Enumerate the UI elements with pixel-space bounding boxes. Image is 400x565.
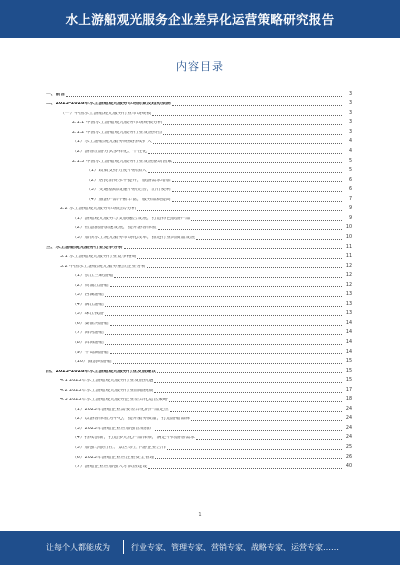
toc-entry-text: （3）2023年游船企业应加强营销推广 (72, 426, 155, 431)
toc-leader-dots (167, 449, 342, 450)
toc-entry-page: 3 (348, 101, 352, 107)
toc-entry-page: 9 (348, 206, 352, 212)
toc-entry-text: 四、2023-2028年水上游船观光服务行业发展建议 (46, 369, 157, 374)
toc-entry-text: （2）游客出游方式多样化、个性化 (72, 150, 148, 155)
footer-slogan: 让每个人都能成为 (46, 543, 110, 552)
footer-banner (0, 531, 400, 565)
toc-entry-page: 3 (348, 91, 352, 97)
toc-entry-text: 3.2 中国水上游船观光服务重点企业分析 (60, 264, 146, 269)
toc-entry-page: 12 (345, 282, 352, 288)
toc-entry-page: 9 (348, 215, 352, 221)
toc-leader-dots (172, 105, 342, 106)
toc-entry-page: 24 (345, 406, 352, 412)
toc-entry-text: （5）加强与旅行社、景区等上下游企业合作 (72, 445, 167, 450)
toc-entry-page: 7 (348, 196, 352, 202)
toc-entry-page: 3 (348, 110, 352, 116)
toc-entry[interactable] (46, 117, 352, 127)
toc-leader-dots (154, 382, 342, 383)
toc-entry-text: 2.2 水上游船观光服务市场趋势分析 (60, 207, 137, 212)
toc-entry-text: （10）鼓浪屿游船 (72, 360, 112, 365)
toc-entry-text: 2.1.1 中国水上游船观光服务市场规模分析 (72, 121, 163, 126)
toc-entry-page: 24 (345, 425, 352, 431)
toc-leader-dots (114, 277, 342, 278)
toc-entry[interactable] (46, 88, 352, 98)
toc-entry-text: （6）秦淮河游船 (72, 321, 109, 326)
toc-entry-text: （3）交通基础设施不断完善，出行便利 (86, 188, 171, 193)
toc-entry[interactable] (46, 174, 352, 184)
toc-entry[interactable] (46, 384, 352, 394)
toc-leader-dots (191, 420, 342, 421)
page-number: 1 (198, 512, 202, 518)
toc-entry-page: 5 (348, 168, 352, 174)
toc-entry-text: 二、2023-2028年水上游船观光服务市场前景及趋势预测 (46, 102, 171, 107)
toc-entry-text: （1）游船观光服务与文旅融合发展，打造特色旅游产品 (72, 216, 191, 221)
toc-leader-dots (113, 363, 342, 364)
toc-entry-page: 15 (345, 368, 352, 374)
toc-leader-dots (153, 143, 342, 144)
toc-entry[interactable] (46, 260, 352, 270)
toc-leader-dots (137, 258, 342, 259)
header-banner (0, 0, 400, 38)
toc-leader-dots (163, 124, 342, 125)
toc-entry[interactable] (46, 222, 352, 232)
toc-leader-dots (172, 191, 342, 192)
toc-leader-dots (152, 115, 342, 116)
toc-entry[interactable] (46, 327, 352, 337)
toc-entry-page: 13 (345, 311, 352, 317)
toc-entry-page: 13 (345, 301, 352, 307)
toc-entry-text: （4）持续创新，打造多元化产品体系，满足不同游客需求 (72, 436, 195, 441)
toc-entry[interactable] (46, 288, 352, 298)
toc-entry-page: 4 (348, 149, 352, 155)
toc-entry[interactable] (46, 250, 352, 260)
toc-entry[interactable] (46, 365, 352, 375)
toc-leader-dots (110, 353, 342, 354)
toc-entry-text: 3.1 水上游船观光服务行业竞争格局 (60, 255, 137, 260)
toc-entry-text: （一）中国水上游船观光服务行业市场规模 (60, 111, 152, 116)
toc-entry-page: 4 (348, 139, 352, 145)
toc-entry[interactable] (46, 422, 352, 432)
toc-leader-dots (169, 401, 342, 402)
toc-leader-dots (105, 315, 342, 316)
toc-entry[interactable] (46, 203, 352, 213)
toc-entry-page: 14 (345, 349, 352, 355)
toc-leader-dots (163, 134, 342, 135)
toc-entry[interactable] (46, 155, 352, 165)
toc-entry[interactable] (46, 193, 352, 203)
toc-entry-page: 14 (345, 339, 352, 345)
toc-leader-dots (158, 229, 342, 230)
toc-entry-page: 3 (348, 129, 352, 135)
toc-entry[interactable] (46, 107, 352, 117)
toc-entry[interactable] (46, 212, 352, 222)
footer-tagline: 行业专家、管理专家、营销专家、战略专家、运营专家…… (131, 543, 339, 552)
toc-entry[interactable] (46, 241, 352, 251)
toc-entry-text: （7）海河游船 (72, 331, 104, 336)
toc-entry[interactable] (46, 279, 352, 289)
toc-entry-text: 2.1.2 中国水上游船观光服务行业发展特点 (72, 130, 163, 135)
toc-entry-text: （9）千岛湖游船 (72, 350, 109, 355)
toc-entry[interactable] (46, 441, 352, 451)
toc-entry-page: 24 (345, 416, 352, 422)
toc-entry[interactable] (46, 355, 352, 365)
toc-entry-page: 15 (345, 378, 352, 384)
toc-entry[interactable] (46, 126, 352, 136)
toc-entry-text: （7）游船企业应加强人才队伍建设 (72, 465, 148, 470)
toc-entry-text: （2）智慧旅游加速发展，提升游客体验 (72, 226, 157, 231)
toc-entry-text: （6）2023年游船企业应注重安全管理 (72, 455, 155, 460)
toc-entry-text: （1）政策支持力度不断加大 (86, 169, 147, 174)
toc-entry[interactable] (46, 374, 352, 384)
toc-entry-text: （4）漓江游船 (72, 302, 104, 307)
toc-leader-dots (172, 181, 342, 182)
toc-leader-dots (66, 96, 342, 97)
toc-entry[interactable] (46, 451, 352, 461)
toc-entry-page: 10 (345, 234, 352, 240)
toc-leader-dots (191, 220, 342, 221)
toc-entry-page: 12 (345, 263, 352, 269)
toc-entry[interactable] (46, 336, 352, 346)
toc-entry-text: （3）西湖游船 (72, 293, 104, 298)
toc-leader-dots (172, 201, 342, 202)
toc-entry[interactable] (46, 394, 352, 404)
toc-leader-dots (110, 286, 342, 287)
toc-entry[interactable] (46, 317, 352, 327)
toc-entry-page: 11 (345, 244, 352, 250)
toc-entry-text: （1）2023年游船企业需要差异化的产品定位 (72, 407, 169, 412)
toc-entry[interactable] (46, 346, 352, 356)
toc-entry-page: 24 (345, 435, 352, 441)
toc-entry[interactable] (46, 298, 352, 308)
toc-entry-text: 4.1 2023年水上游船观光服务行业发展机遇 (60, 379, 154, 384)
toc-leader-dots (154, 392, 342, 393)
toc-entry-page: 5 (348, 158, 352, 164)
toc-entry[interactable] (46, 183, 352, 193)
toc-entry-page: 14 (345, 320, 352, 326)
toc-leader-dots (155, 458, 342, 459)
toc-entry[interactable] (46, 98, 352, 108)
toc-entry-text: （2）居民消费水平提升，旅游需求增加 (86, 178, 171, 183)
toc-entry-page: 17 (345, 387, 352, 393)
toc-leader-dots (105, 344, 342, 345)
toc-entry-text: （3）加快水上观光服务市场化改革，推进行业高质量发展 (72, 235, 195, 240)
toc-leader-dots (148, 153, 342, 154)
toc-entry[interactable] (46, 269, 352, 279)
toc-entry-text: 2.1.3 中国水上游船观光服务行业发展驱动因素 (72, 159, 173, 164)
toc-entry-page: 25 (345, 444, 352, 450)
toc-entry-page: 18 (345, 397, 352, 403)
toc-entry-page: 14 (345, 330, 352, 336)
toc-leader-dots (196, 439, 342, 440)
toc-leader-dots (196, 239, 342, 240)
toc-entry-text: 4.2 2023年水上游船观光服务行业面临挑战 (60, 388, 154, 393)
toc-entry-page: 10 (345, 225, 352, 231)
toc-entry[interactable] (46, 164, 352, 174)
toc-entry-page: 6 (348, 187, 352, 193)
toc-entry-page: 26 (345, 454, 352, 460)
report-title: 水上游船观光服务企业差异化运营策略研究报告 (65, 12, 335, 27)
toc-leader-dots (148, 468, 342, 469)
toc-entry-text: 一、前言 (46, 92, 66, 97)
toc-leader-dots (147, 267, 342, 268)
toc-leader-dots (105, 334, 342, 335)
toc-entry-page: 6 (348, 177, 352, 183)
toc-leader-dots (155, 430, 342, 431)
toc-entry-page: 40 (345, 464, 352, 470)
footer-divider (123, 540, 124, 554)
toc-entry-text: 4.3 2023年水上游船观光服务企业差异化运营策略 (60, 398, 168, 403)
toc-leader-dots (170, 411, 342, 412)
toc-entry-page: 15 (345, 359, 352, 365)
toc-leader-dots (157, 372, 342, 373)
toc-entry-text: （1）长江三峡游船 (72, 274, 114, 279)
toc-entry[interactable] (46, 136, 352, 146)
toc-entry-text: 三、水上游船观光服务行业竞争分析 (46, 245, 123, 250)
toc-entry-page: 3 (348, 120, 352, 126)
toc-leader-dots (105, 306, 342, 307)
toc-leader-dots (148, 172, 342, 173)
toc-entry-text: （8）洱海游船 (72, 340, 104, 345)
toc-entry[interactable] (46, 308, 352, 318)
toc-leader-dots (137, 210, 342, 211)
toc-leader-dots (105, 296, 342, 297)
toc-entry-text: （4）旅游产品不断丰富，服务品质提高 (86, 197, 171, 202)
toc-entry-page: 13 (345, 292, 352, 298)
toc-entry[interactable] (46, 145, 352, 155)
toc-entry-text: （2）以游客体验为中心，提升服务质量，打造游船品牌 (72, 417, 191, 422)
toc-entry-text: （1）水上游船观光服务规模持续扩大 (72, 140, 152, 145)
toc-entry-text: （2）黄浦江游船 (72, 283, 109, 288)
toc-leader-dots (110, 325, 342, 326)
toc-heading: 内容目录 (176, 60, 224, 73)
toc-leader-dots (124, 248, 342, 249)
toc-entry-page: 12 (345, 273, 352, 279)
toc-leader-dots (173, 162, 342, 163)
toc-entry[interactable] (46, 231, 352, 241)
toc-entry-page: 11 (345, 254, 352, 260)
toc-entry-text: （5）珠江夜游 (72, 312, 104, 317)
table-of-contents (46, 88, 352, 470)
toc-entry[interactable] (46, 413, 352, 423)
toc-entry[interactable] (46, 460, 352, 470)
toc-entry[interactable] (46, 403, 352, 413)
toc-entry[interactable] (46, 432, 352, 442)
